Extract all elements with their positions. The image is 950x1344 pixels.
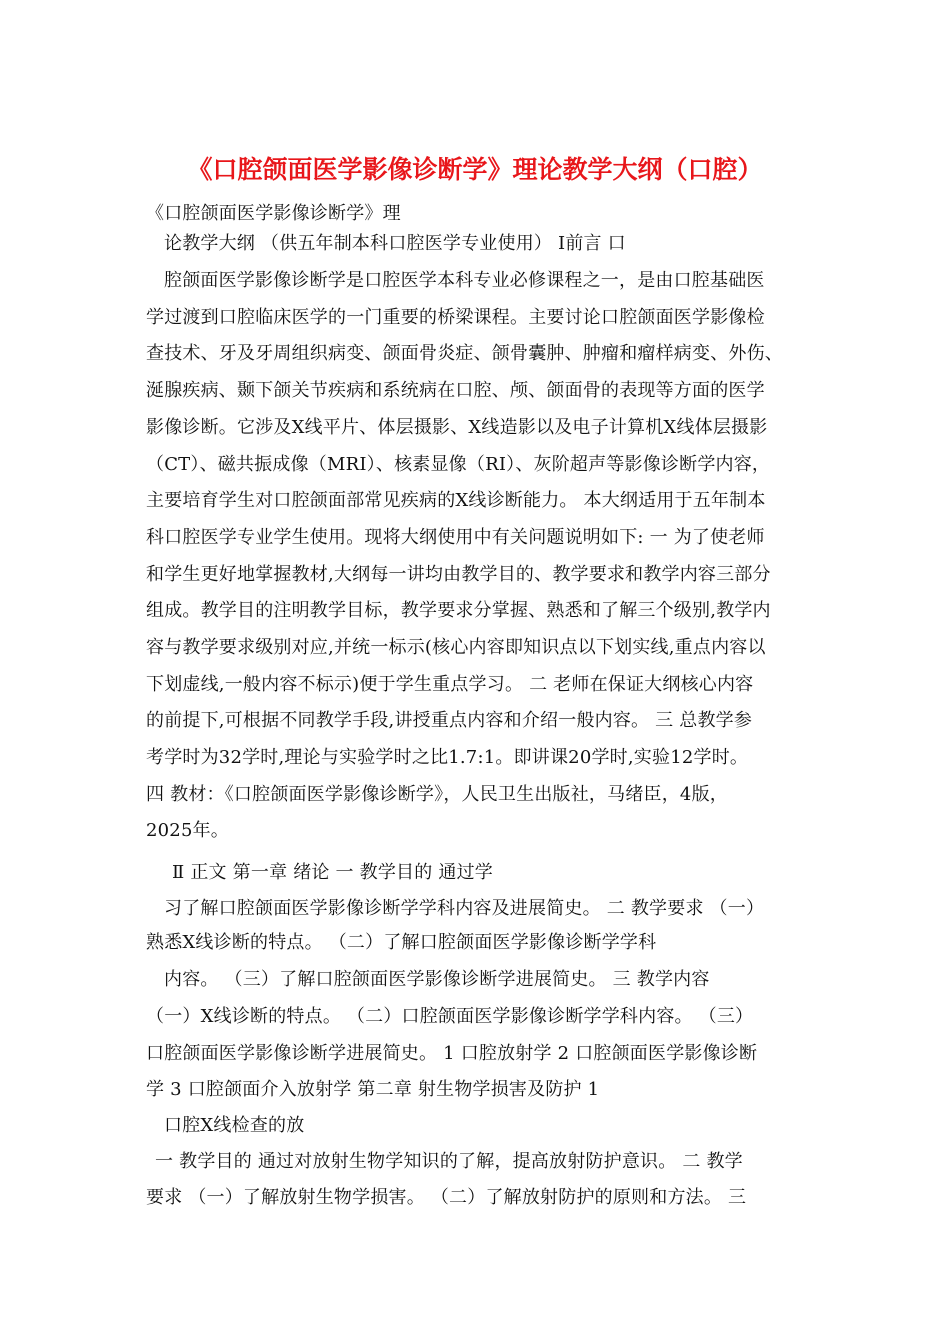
text-line: 的前提下,可根据不同教学手段,讲授重点内容和介绍一般内容。 三 总教学参 xyxy=(146,710,753,731)
text-line: 口腔颌面医学影像诊断学进展简史。 1 口腔放射学 2 口腔颌面医学影像诊断 xyxy=(146,1043,758,1064)
text-line: 2025年。 xyxy=(146,820,230,841)
text-line: 论教学大纲 （供五年制本科口腔医学专业使用） Ⅰ前言 口 xyxy=(164,233,626,254)
text-line: 《口腔颌面医学影像诊断学》理 xyxy=(146,203,401,224)
text-line: 组成。教学目的注明教学目标，教学要求分掌握、熟悉和了解三个级别,教学内 xyxy=(146,600,771,621)
text-line: 影像诊断。它涉及X线平片、体层摄影、X线造影以及电子计算机X线体层摄影 xyxy=(146,417,768,438)
text-line: 要求 （一）了解放射生物学损害。 （二）了解放射防护的原则和方法。 三 xyxy=(146,1187,747,1208)
text-line: 科口腔医学专业学生使用。现将大纲使用中有关问题说明如下: 一 为了使老师 xyxy=(146,527,765,548)
text-line: 内容。 （三）了解口腔颌面医学影像诊断学进展简史。 三 教学内容 xyxy=(164,969,710,990)
text-line: 涎腺疾病、颞下颌关节疾病和系统病在口腔、颅、颌面骨的表现等方面的医学 xyxy=(146,380,765,401)
text-line: 口腔X线检查的放 xyxy=(164,1115,305,1136)
text-line: 熟悉X线诊断的特点。 （二）了解口腔颌面医学影像诊断学学科 xyxy=(146,932,657,953)
text-line: 四 教材：《口腔颌面医学影像诊断学》，人民卫生出版社，马绪臣，4版， xyxy=(146,784,728,805)
text-line: 主要培育学生对口腔颌面部常见疾病的X线诊断能力。 本大纲适用于五年制本 xyxy=(146,490,766,511)
text-line: 查技术、牙及牙周组织病变、颌面骨炎症、颌骨囊肿、肿瘤和瘤样病变、外伤、 xyxy=(146,343,783,364)
text-line: 学过渡到口腔临床医学的一门重要的桥梁课程。主要讨论口腔颌面医学影像检 xyxy=(146,307,765,328)
text-line: 和学生更好地掌握教材,大纲每一讲均由教学目的、教学要求和教学内容三部分 xyxy=(146,564,771,585)
text-line: 腔颌面医学影像诊断学是口腔医学本科专业必修课程之一，是由口腔基础医 xyxy=(164,270,765,291)
text-line: （一）X线诊断的特点。 （二）口腔颌面医学影像诊断学学科内容。 （三） xyxy=(146,1006,754,1027)
text-line: Ⅱ 正文 第一章 绪论 一 教学目的 通过学 xyxy=(172,862,493,883)
document-title: 《口腔颌面医学影像诊断学》理论教学大纲（口腔） xyxy=(187,155,763,184)
text-line: （CT）、磁共振成像（MRI）、核素显像（RI）、灰阶超声等影像诊断学内容， xyxy=(146,454,771,475)
text-line: 习了解口腔颌面医学影像诊断学学科内容及进展简史。 二 教学要求 （一） xyxy=(164,898,765,919)
text-line: 一 教学目的 通过对放射生物学知识的了解，提高放射防护意识。 二 教学 xyxy=(155,1151,743,1172)
text-line: 下划虚线,一般内容不标示)便于学生重点学习。 二 老师在保证大纲核心内容 xyxy=(146,674,754,695)
text-line: 容与教学要求级别对应,并统一标示(核心内容即知识点以下划实线,重点内容以 xyxy=(146,637,766,658)
text-line: 学 3 口腔颌面介入放射学 第二章 射生物学损害及防护 1 xyxy=(146,1079,600,1100)
text-line: 考学时为32学时,理论与实验学时之比1.7:1。即讲课20学时,实验12学时。 xyxy=(146,747,749,768)
